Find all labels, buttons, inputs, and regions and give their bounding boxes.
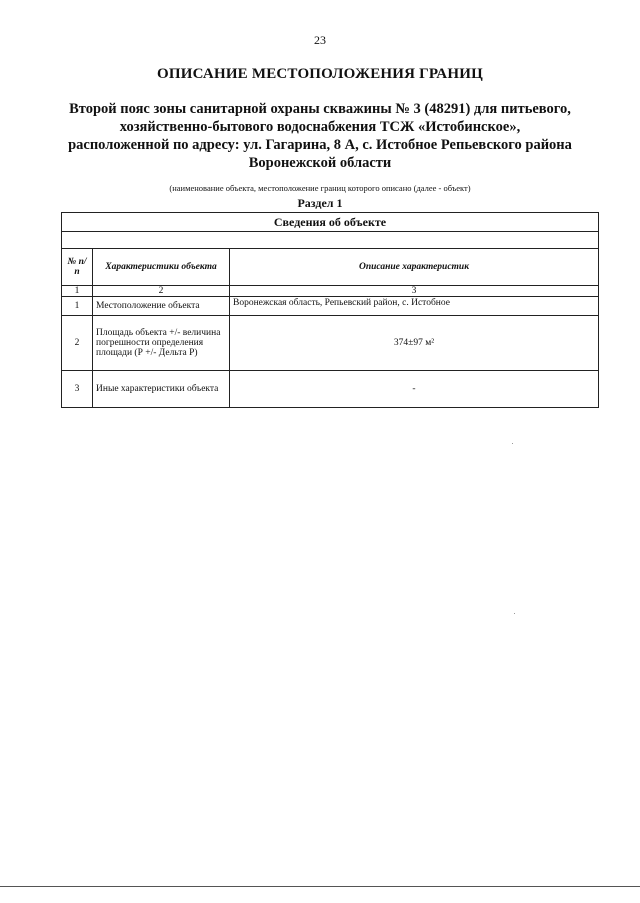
section-label: Раздел 1 <box>297 196 343 210</box>
page-number: 23 <box>314 33 326 47</box>
row-characteristic: Местоположение объекта <box>93 297 230 316</box>
table-header: Сведения об объекте <box>62 213 599 232</box>
column-header-number: № п/п <box>62 249 93 286</box>
table-row <box>62 316 599 371</box>
row-description: - <box>230 371 599 408</box>
row-characteristic: Площадь объекта +/- величина погрешности определения площади (Р +/- Дельта Р) <box>93 316 230 371</box>
row-number: 1 <box>62 297 93 316</box>
object-info-table <box>61 212 599 408</box>
row-number: 2 <box>62 316 93 371</box>
subtitle-line: Второй пояс зоны санитарной охраны скважины № 3 (48291) для питьевого, <box>69 101 571 117</box>
scan-speck <box>514 613 515 614</box>
document-title: ОПИСАНИЕ МЕСТОПОЛОЖЕНИЯ ГРАНИЦ <box>157 66 483 82</box>
table-row <box>62 371 599 408</box>
subtitle-line: Воронежской области <box>248 155 392 171</box>
column-header-characteristic: Характеристики объекта <box>93 249 230 286</box>
row-number: 3 <box>62 371 93 408</box>
object-subtitle <box>40 100 600 172</box>
row-characteristic: Иные характеристики объекта <box>93 371 230 408</box>
table-spacer-row <box>62 232 599 249</box>
row-description: 374±97 м² <box>230 316 599 371</box>
subtitle-line: хозяйственно-бытового водоснабжения ТСЖ «Истобинское», <box>119 119 521 135</box>
scan-bottom-rule <box>0 886 640 887</box>
column-header-description: Описание характеристик <box>230 249 599 286</box>
row-description: Воронежская область, Репьевский район, с. Истобное <box>230 297 599 316</box>
subtitle-line: расположенной по адресу: ул. Гагарина, 8 А, с. Истобное Репьевского района <box>68 137 572 153</box>
object-caption: (наименование объекта, местоположение границ которого описано (далее - объект) <box>169 183 471 193</box>
scan-speck <box>512 443 513 444</box>
column-number: 2 <box>93 286 230 297</box>
column-number: 1 <box>62 286 93 297</box>
column-number: 3 <box>230 286 599 297</box>
table-row <box>62 297 599 316</box>
